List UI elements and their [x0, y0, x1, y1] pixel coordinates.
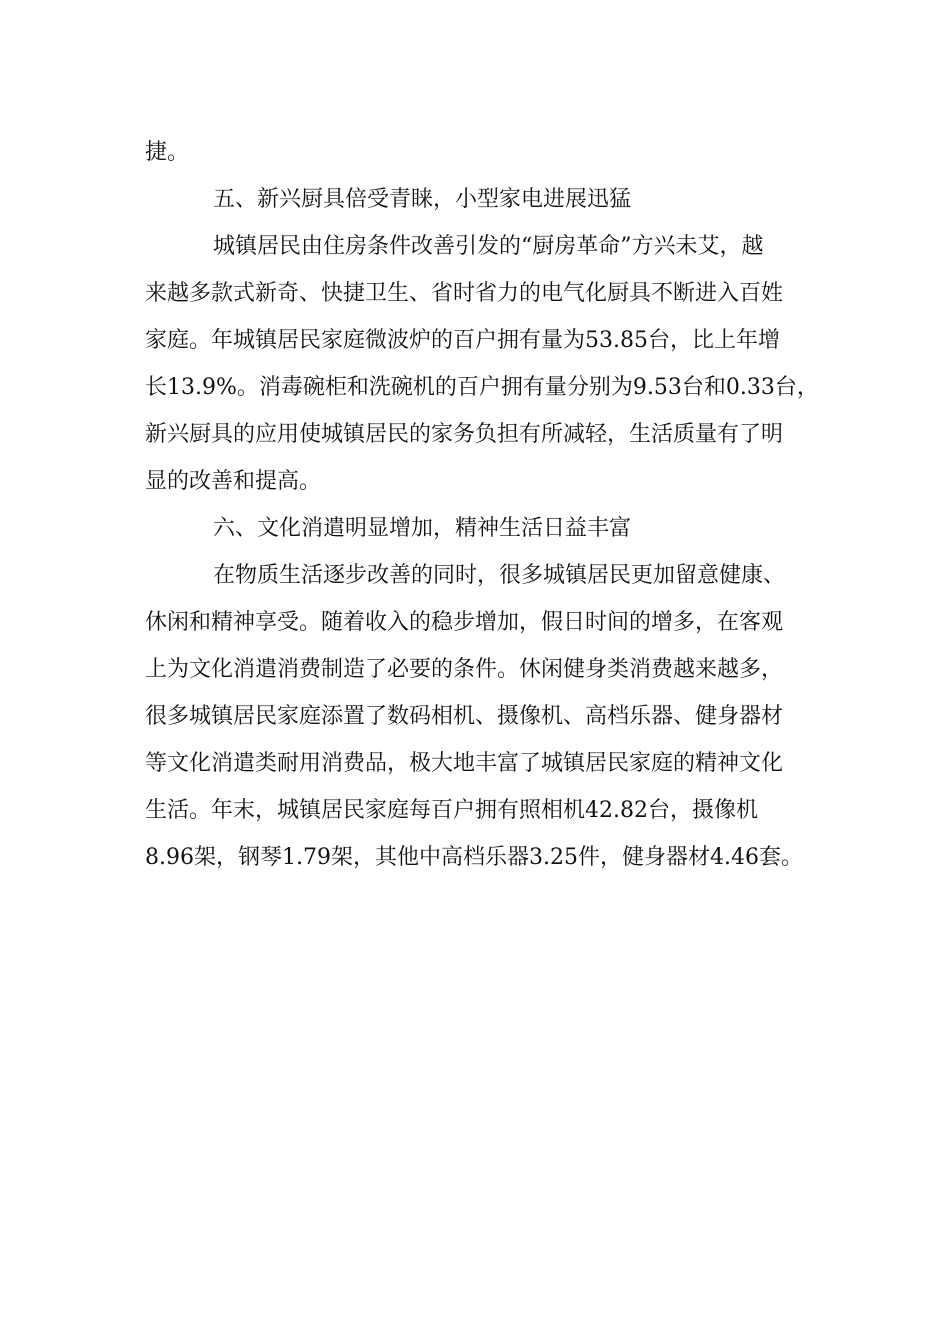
text-line: 显的改善和提高。 — [145, 469, 322, 494]
text-line: 上为文化消遣消费制造了必要的条件。休闲健身类消费越来越多， — [145, 657, 784, 682]
text-line: 等文化消遣类耐用消费品，极大地丰富了城镇居民家庭的精神文化 — [145, 751, 784, 776]
text-line: 新兴厨具的应用使城镇居民的家务负担有所减轻，生活质量有了明 — [145, 422, 784, 447]
text-line: 捷。 — [145, 140, 190, 165]
document-body — [145, 129, 825, 881]
text-line: 长13.9%。消毒碗柜和洗碗机的百户拥有量分别为9.53台和0.33台， — [145, 375, 819, 400]
text-line: 城镇居民由住房条件改善引发的“厨房革命”方兴未艾，越 — [213, 234, 764, 259]
text-line: 生活。年末，城镇居民家庭每百户拥有照相机42.82台，摄像机 — [145, 798, 758, 823]
text-line: 很多城镇居民家庭添置了数码相机、摄像机、高档乐器、健身器材 — [145, 704, 784, 729]
text-line: 在物质生活逐步改善的同时，很多城镇居民更加留意健康、 — [213, 563, 786, 588]
text-line: 家庭。年城镇居民家庭微波炉的百户拥有量为53.85台，比上年增 — [145, 328, 780, 353]
text-line: 来越多款式新奇、快捷卫生、省时省力的电气化厨具不断进入百姓 — [145, 281, 784, 306]
text-line: 休闲和精神享受。随着收入的稳步增加，假日时间的增多，在客观 — [145, 610, 784, 635]
section-heading-6: 六、文化消遣明显增加，精神生活日益丰富 — [213, 516, 632, 541]
text-line: 8.96架，钢琴1.79架，其他中高档乐器3.25件，健身器材4.46套。 — [145, 845, 803, 870]
section-heading-5: 五、新兴厨具倍受青睐，小型家电进展迅猛 — [213, 187, 632, 212]
